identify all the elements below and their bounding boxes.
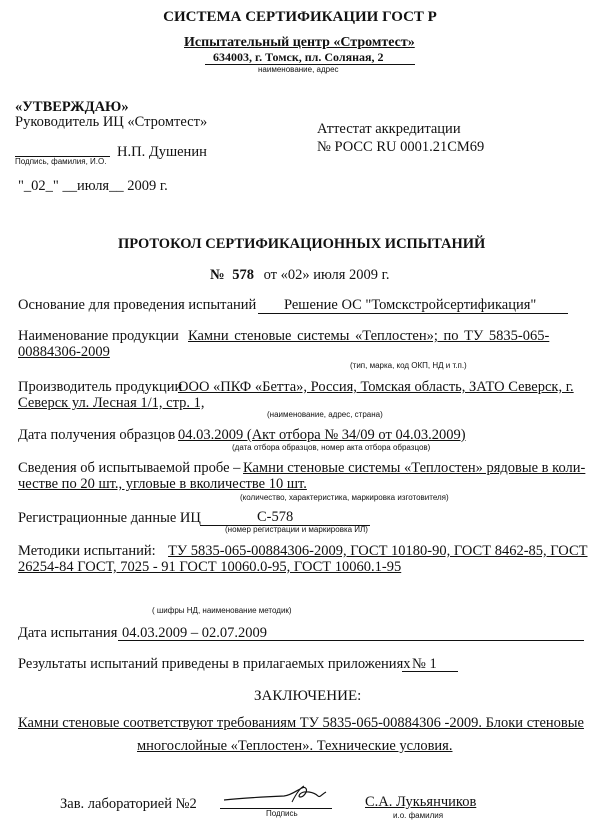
footer-sign-caption: Подпись: [266, 809, 298, 818]
approve-sign-caption: Подпись, фамилия, И.О.: [15, 157, 107, 166]
reg-value: С-578: [257, 509, 294, 525]
basis-value: Решение ОС "Томскстройсертификация": [284, 297, 537, 313]
footer-role: Зав. лабораторией №2: [60, 796, 197, 812]
product-value-2: 00884306-2009: [18, 344, 110, 360]
maker-value-1: ООО «ПКФ «Бетта», Россия, Томская область, ЗАТО Северск, г.: [178, 379, 574, 395]
sample-caption: (количество, характеристика, маркировка изготовителя): [240, 493, 449, 502]
received-caption: (дата отбора образцов, номер акта отбора образцов): [232, 443, 431, 452]
sample-value-2: честве по 20 шт., угловые в вколичестве 10 шт.: [18, 476, 307, 492]
reg-caption: (номер регистрации и маркировка ИЛ): [225, 525, 368, 534]
accreditation-number: № РОСС RU 0001.21СМ69: [317, 139, 485, 155]
methods-value-2: 26254-84 ГОСТ, 7025 - 91 ГОСТ 10060.0-95, ГОСТ 10060.1-95: [18, 559, 402, 575]
test-center-address: 634003, г. Томск, пл. Соляная, 2: [213, 50, 384, 64]
approve-date: "_02_" __июля__ 2009 г.: [18, 178, 168, 194]
approve-signer: Н.П. Душенин: [117, 144, 207, 160]
sample-label: Сведения об испытываемой пробе –: [18, 460, 241, 476]
test-date-value: 04.03.2009 – 02.07.2009: [122, 625, 267, 641]
methods-value-1: ТУ 5835-065-00884306-2009, ГОСТ 10180-90, ГОСТ 8462-85, ГОСТ: [168, 543, 588, 559]
methods-caption: ( шифры НД, наименование методик): [152, 606, 292, 615]
product-value-1: Камни стеновые системы «Теплостен»; по ТУ 5835-065-: [188, 328, 550, 344]
system-title: СИСТЕМА СЕРТИФИКАЦИИ ГОСТ Р: [163, 9, 437, 25]
conclusion-title: ЗАКЛЮЧЕНИЕ:: [254, 688, 362, 704]
maker-caption: (наименование, адрес, страна): [267, 410, 383, 419]
test-center-name: Испытательный центр «Стромтест»: [184, 35, 415, 50]
footer-name-caption: и.о. фамилия: [393, 811, 444, 820]
sample-value-1: Камни стеновые системы «Теплостен» рядовые в коли-: [243, 460, 586, 476]
product-caption: (тип, марка, код ОКП, НД и т.п.): [350, 361, 467, 370]
reg-label: Регистрационные данные ИЦ: [18, 510, 201, 526]
protocol-number: 578: [232, 267, 254, 283]
methods-label: Методики испытаний:: [18, 543, 156, 559]
maker-label: Производитель продукции: [18, 379, 183, 395]
approve-title: «УТВЕРЖДАЮ»: [15, 99, 129, 115]
received-value: 04.03.2009 (Акт отбора № 34/09 от 04.03.2009): [178, 427, 466, 443]
received-label: Дата получения образцов: [18, 427, 176, 443]
protocol-number-line: [210, 267, 390, 284]
approve-role: Руководитель ИЦ «Стромтест»: [15, 114, 208, 130]
address-caption: наименование, адрес: [258, 65, 339, 74]
results-value: № 1: [412, 656, 437, 672]
protocol-number-sign: №: [210, 267, 225, 283]
conclusion-line-1: Камни стеновые соответствуют требованиям ТУ 5835-065-00884306 -2009. Блоки стеновые: [18, 715, 584, 731]
test-date-label: Дата испытания: [18, 625, 118, 641]
maker-value-2: Северск ул. Лесная 1/1, стр. 1,: [18, 395, 205, 411]
accreditation-title: Аттестат аккредитации: [317, 121, 461, 137]
product-label: Наименование продукции: [18, 328, 179, 344]
protocol-date: от «02» июля 2009 г.: [263, 267, 390, 283]
footer-name: С.А. Лукьянчиков: [365, 794, 477, 810]
protocol-title: ПРОТОКОЛ СЕРТИФИКАЦИОННЫХ ИСПЫТАНИЙ: [118, 236, 486, 252]
basis-label: Основание для проведения испытаний: [18, 297, 257, 313]
conclusion-line-2: многослойные «Теплостен». Технические условия.: [137, 738, 453, 754]
results-label: Результаты испытаний приведены в прилагаемых приложениях: [18, 656, 411, 672]
